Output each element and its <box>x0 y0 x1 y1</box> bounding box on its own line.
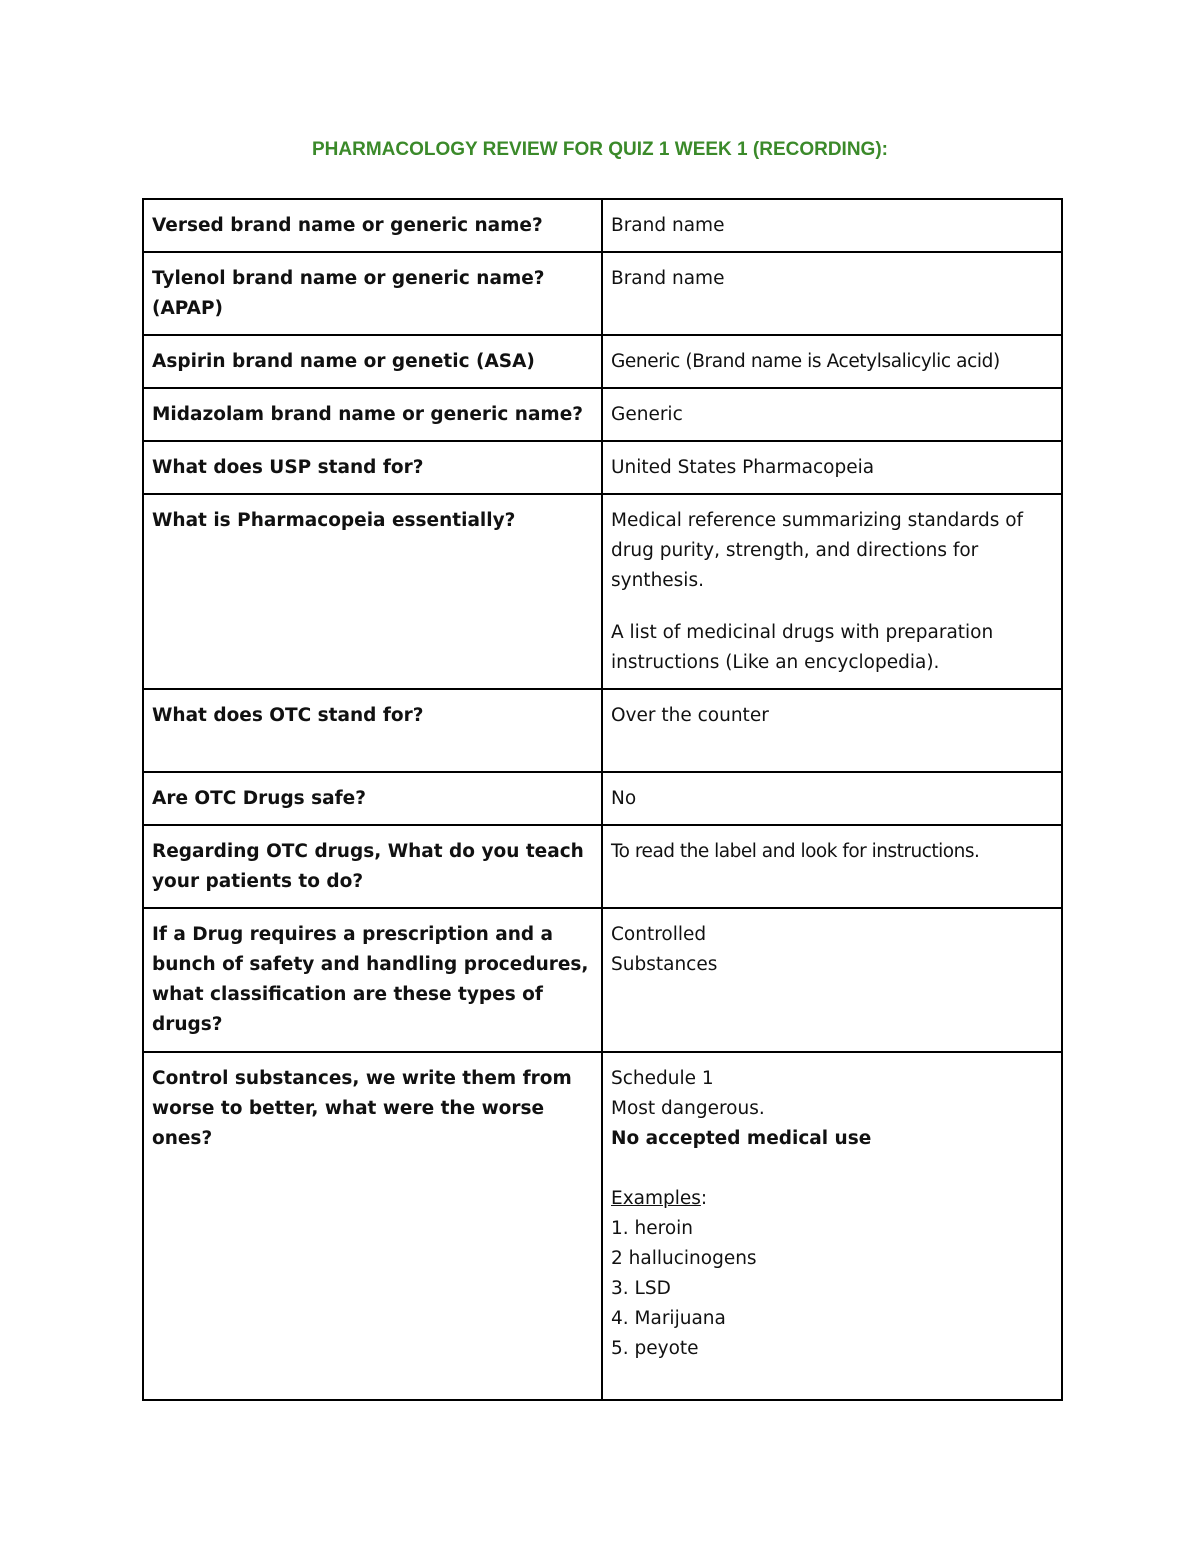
question-cell: What does OTC stand for? <box>143 689 602 772</box>
answer-paragraph: Medical reference summarizing standards of drug purity, strength, and directions for synthesis. <box>611 510 1024 591</box>
question-cell: Tylenol brand name or generic name? (APAP) <box>143 252 602 335</box>
question-cell: If a Drug requires a prescription and a bunch of safety and handling procedures, what classification are these types of drugs? <box>143 908 602 1052</box>
question-cell: Midazolam brand name or generic name? <box>143 388 602 441</box>
answer-cell <box>602 494 1062 689</box>
qa-table <box>142 198 1063 1401</box>
table-row <box>143 825 1062 908</box>
answer-cell: Over the counter <box>602 689 1062 772</box>
example-item: 5. peyote <box>611 1338 699 1359</box>
answer-cell: To read the label and look for instructions. <box>602 825 1062 908</box>
answer-cell: Generic (Brand name is Acetylsalicylic acid) <box>602 335 1062 388</box>
table-row <box>143 199 1062 252</box>
page-title: PHARMACOLOGY REVIEW FOR QUIZ 1 WEEK 1 (RECORDING): <box>311 139 888 160</box>
table-row <box>143 1052 1062 1400</box>
answer-line: Controlled <box>611 924 707 945</box>
answer-cell: Generic <box>602 388 1062 441</box>
answer-cell <box>602 908 1062 1052</box>
table-row <box>143 252 1062 335</box>
table-row <box>143 388 1062 441</box>
question-cell: Are OTC Drugs safe? <box>143 772 602 825</box>
answer-paragraph: A list of medicinal drugs with preparation instructions (Like an encyclopedia). <box>611 622 994 673</box>
example-item: 3. LSD <box>611 1278 671 1299</box>
answer-cell: Brand name <box>602 252 1062 335</box>
table-row <box>143 441 1062 494</box>
examples-heading: Examples: <box>611 1188 708 1209</box>
answer-cell: Brand name <box>602 199 1062 252</box>
answer-cell: No <box>602 772 1062 825</box>
question-cell: What does USP stand for? <box>143 441 602 494</box>
example-item: 2 hallucinogens <box>611 1248 757 1269</box>
answer-cell <box>602 1052 1062 1400</box>
table-row <box>143 689 1062 772</box>
table-row <box>143 335 1062 388</box>
example-item: 1. heroin <box>611 1218 694 1239</box>
table-row <box>143 494 1062 689</box>
table-row <box>143 908 1062 1052</box>
example-item: 4. Marijuana <box>611 1308 726 1329</box>
answer-cell: United States Pharmacopeia <box>602 441 1062 494</box>
answer-line: Schedule 1 <box>611 1068 714 1089</box>
question-cell: Aspirin brand name or genetic (ASA) <box>143 335 602 388</box>
question-cell: Regarding OTC drugs, What do you teach your patients to do? <box>143 825 602 908</box>
answer-line: Most dangerous. <box>611 1098 765 1119</box>
question-cell: Versed brand name or generic name? <box>143 199 602 252</box>
question-cell: What is Pharmacopeia essentially? <box>143 494 602 689</box>
answer-emphasis: No accepted medical use <box>611 1128 872 1149</box>
answer-line: Substances <box>611 954 718 975</box>
table-row <box>143 772 1062 825</box>
question-cell: Control substances, we write them from worse to better, what were the worse ones? <box>143 1052 602 1400</box>
